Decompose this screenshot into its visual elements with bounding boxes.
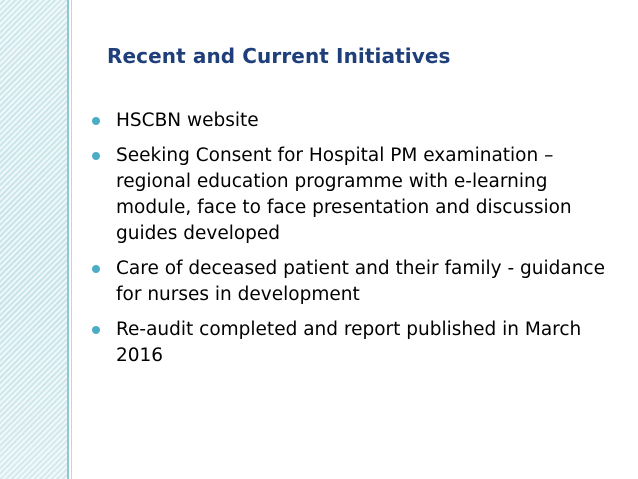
slide-title: Recent and Current Initiatives [107,44,451,68]
bullet-text: Re-audit completed and report published in March 2016 [116,319,582,366]
bullet-dot-icon [92,152,100,160]
bullet-text: HSCBN website [116,110,259,131]
bullet-dot-icon [92,117,100,125]
decorative-divider-line [67,0,69,479]
decorative-divider-line-thin [71,0,72,479]
bullet-text: Care of deceased patient and their family - guidance for nurses in development [116,258,605,305]
bullet-dot-icon [92,326,100,334]
bullet-text: Seeking Consent for Hospital PM examination – regional education programme with e-learning module, face to face presentation and discussion guides developed [116,145,572,244]
bullet-item [88,143,608,247]
bullet-dot-icon [92,265,100,273]
bullet-list [88,108,608,378]
bullet-item [88,256,608,308]
decorative-side-band [0,0,67,479]
bullet-item [88,108,608,134]
bullet-item [88,317,608,369]
